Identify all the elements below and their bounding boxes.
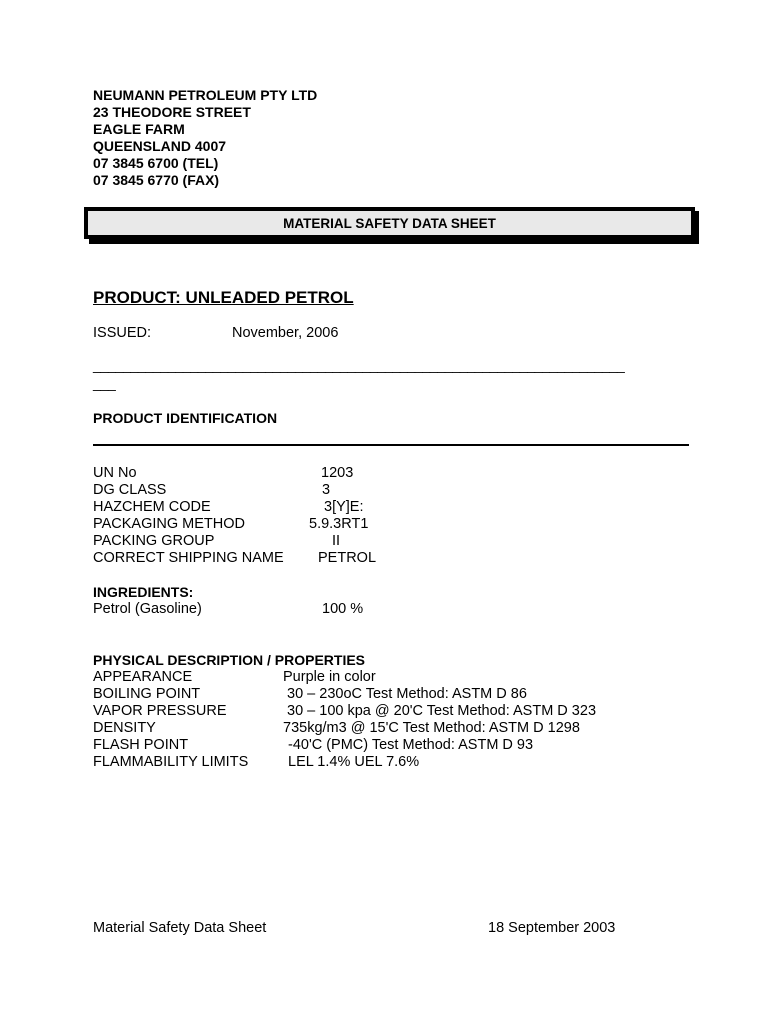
identification-row <box>93 499 364 516</box>
company-name: NEUMANN PETROLEUM PTY LTD <box>93 87 318 103</box>
identification-row <box>93 482 331 499</box>
row-value: -40'C (PMC) Test Method: ASTM D 93 <box>288 737 534 753</box>
banner-title: MATERIAL SAFETY DATA SHEET <box>283 216 496 231</box>
company-tel: 07 3845 6700 (TEL) <box>93 155 219 171</box>
row-value: 5.9.3RT1 <box>309 516 369 532</box>
row-label: PACKING GROUP <box>93 533 215 549</box>
row-label: FLASH POINT <box>93 737 189 753</box>
row-label: DG CLASS <box>93 482 167 498</box>
row-value: LEL 1.4% UEL 7.6% <box>288 754 420 770</box>
property-row <box>93 720 580 737</box>
row-label: APPEARANCE <box>93 669 193 685</box>
row-label: PACKAGING METHOD <box>93 516 245 532</box>
product-title: PRODUCT: UNLEADED PETROL <box>93 288 354 307</box>
row-label: UN No <box>93 465 137 481</box>
property-row <box>93 669 376 686</box>
section-divider <box>93 444 689 446</box>
identification-row <box>93 516 369 533</box>
company-street: 23 THEODORE STREET <box>93 104 251 120</box>
row-label: Petrol (Gasoline) <box>93 601 202 617</box>
row-label: CORRECT SHIPPING NAME <box>93 550 284 566</box>
dash-line-continued: ___ <box>93 375 116 391</box>
dash-line: _______________________________________________________________________ <box>93 357 625 373</box>
property-row <box>93 686 527 703</box>
row-label: HAZCHEM CODE <box>93 499 211 515</box>
company-fax: 07 3845 6770 (FAX) <box>93 172 220 188</box>
row-value: 1203 <box>321 465 354 481</box>
identification-row <box>93 465 354 482</box>
property-row <box>93 754 420 771</box>
row-value: 30 – 230oC Test Method: ASTM D 86 <box>287 686 527 702</box>
row-value: 3[Y]E: <box>324 499 364 515</box>
row-value: 30 – 100 kpa @ 20'C Test Method: ASTM D 323 <box>287 703 597 719</box>
row-value: 735kg/m3 @ 15'C Test Method: ASTM D 1298 <box>283 720 580 736</box>
row-label: FLAMMABILITY LIMITS <box>93 754 249 770</box>
product-identification-heading: PRODUCT IDENTIFICATION <box>93 410 278 426</box>
row-value: 100 % <box>322 601 364 617</box>
property-row <box>93 703 597 720</box>
property-row <box>93 737 534 754</box>
footer-date: 18 September 2003 <box>488 920 616 936</box>
row-value: PETROL <box>318 550 377 566</box>
physical-properties-heading: PHYSICAL DESCRIPTION / PROPERTIES <box>93 652 366 668</box>
row-value: Purple in color <box>283 669 376 685</box>
ingredient-row <box>93 601 364 618</box>
footer-title: Material Safety Data Sheet <box>93 920 267 936</box>
row-label: BOILING POINT <box>93 686 201 702</box>
msds-banner <box>84 207 695 239</box>
row-value: II <box>332 533 341 549</box>
identification-row <box>93 533 341 550</box>
row-label: DENSITY <box>93 720 156 736</box>
identification-row <box>93 550 377 567</box>
issued-value: November, 2006 <box>232 325 339 341</box>
company-suburb: EAGLE FARM <box>93 121 185 137</box>
issued-label: ISSUED: <box>93 325 152 341</box>
company-state: QUEENSLAND 4007 <box>93 138 227 154</box>
row-value: 3 <box>322 482 331 498</box>
ingredients-heading: INGREDIENTS: <box>93 584 194 600</box>
row-label: VAPOR PRESSURE <box>93 703 227 719</box>
